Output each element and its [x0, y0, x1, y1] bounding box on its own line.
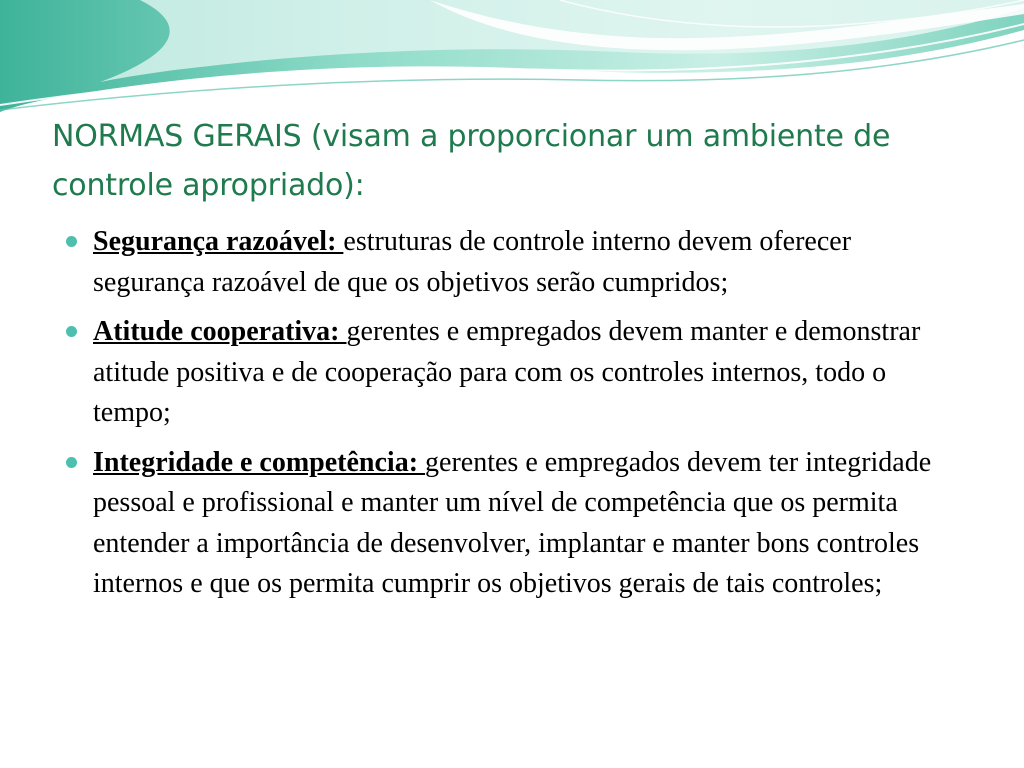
- bullet-text: gerentes e empregados devem ter integridade pessoal e profissional e manter um nível de competência que os permita entender a importância de desenvolver, implantar e manter bons controles internos e que os permita cumprir os objetivos gerais de tais controles;: [93, 446, 932, 599]
- bullet-list: [64, 222, 969, 614]
- bullet-item: [64, 443, 969, 605]
- bullet-text: gerentes e empregados devem manter e demonstrar atitude positiva e de cooperação para com os controles internos, todo o tempo;: [93, 316, 921, 428]
- bullet-item: [64, 312, 969, 434]
- bullet-term: Integridade e competência:: [93, 446, 426, 478]
- wave-header-decoration: [0, 0, 1024, 115]
- bullet-dot-icon: [66, 326, 77, 337]
- slide-title: NORMAS GERAIS (visam a proporcionar um ambiente de controle apropriado):: [52, 119, 891, 203]
- bullet-text: estruturas de controle interno devem oferecer segurança razoável de que os objetivos serão cumpridos;: [93, 226, 852, 298]
- bullet-dot-icon: [66, 457, 77, 468]
- bullet-term: Atitude cooperativa:: [93, 316, 347, 347]
- bullet-term: Segurança razoável:: [93, 226, 344, 257]
- bullet-item: [64, 222, 969, 303]
- bullet-dot-icon: [66, 236, 77, 247]
